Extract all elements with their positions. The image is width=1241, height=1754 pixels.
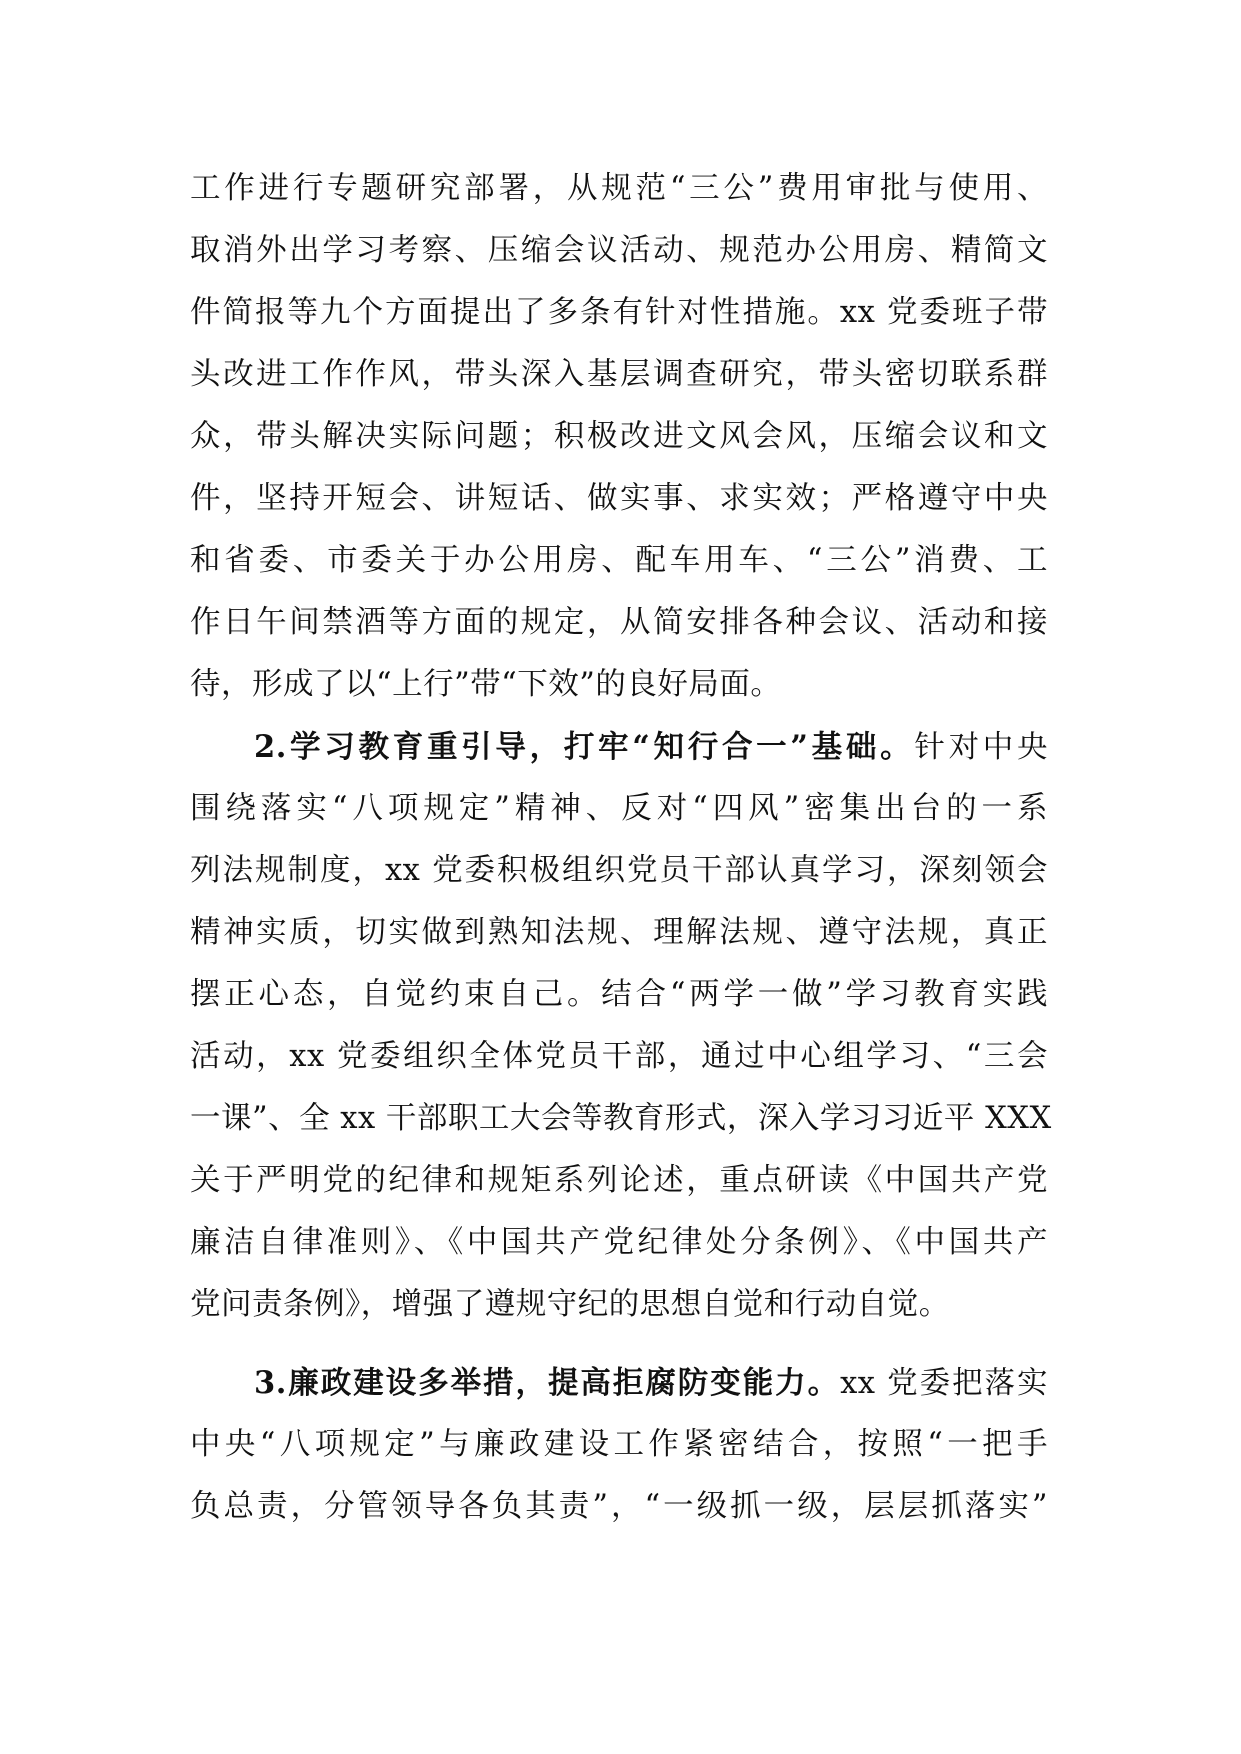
paragraph-line: 关于严明党的纪律和规矩系列论述，重点研读《中国共产党 (190, 1163, 1048, 1198)
paragraph-line: 围绕落实“八项规定”精神、反对“四风”密集出台的一系 (190, 791, 1048, 826)
paragraph-line: 党问责条例》，增强了遵规守纪的思想自觉和行动自觉。 (190, 1287, 950, 1322)
paragraph-text: xx 党委把落实 (840, 1366, 1048, 1401)
paragraph-line: 活动，xx 党委组织全体党员干部，通过中心组学习、“三会 (190, 1039, 1048, 1074)
section-heading-2: 2.学习教育重引导，打牢“知行合一”基础。 (254, 729, 915, 765)
paragraph-3 (190, 1352, 1048, 1538)
paragraph-line: 件，坚持开短会、讲短话、做实事、求实效；严格遵守中央 (190, 481, 1048, 516)
paragraph-first-line (190, 716, 1048, 778)
paragraph-line: 工作进行专题研究部署，从规范“三公”费用审批与使用、 (190, 171, 1048, 206)
paragraph-line: 摆正心态，自觉约束自己。结合“两学一做”学习教育实践 (190, 977, 1048, 1012)
paragraph-line: 作日午间禁酒等方面的规定，从简安排各种会议、活动和接 (190, 605, 1048, 640)
paragraph-line: 取消外出学习考察、压缩会议活动、规范办公用房、精简文 (190, 233, 1048, 268)
paragraph-line: 廉洁自律准则》、《中国共产党纪律处分条例》、《中国共产 (190, 1225, 1048, 1260)
paragraph-line: 列法规制度，xx 党委积极组织党员干部认真学习，深刻领会 (190, 853, 1048, 888)
paragraph-line: 负总责，分管领导各负其责”，“一级抓一级，层层抓落实” (190, 1489, 1048, 1524)
paragraph-line: 众，带头解决实际问题；积极改进文风会风，压缩会议和文 (190, 419, 1048, 454)
paragraph-line: 精神实质，切实做到熟知法规、理解法规、遵守法规，真正 (190, 915, 1048, 950)
section-heading-3: 3.廉政建设多举措，提高拒腐防变能力。 (254, 1365, 841, 1401)
paragraph-line: 头改进工作作风，带头深入基层调查研究，带头密切联系群 (190, 357, 1048, 392)
paragraph-2 (190, 716, 1052, 1336)
paragraph-line: 件简报等九个方面提出了多条有针对性措施。xx 党委班子带 (190, 295, 1048, 330)
paragraph-1 (190, 158, 1048, 716)
paragraph-line: 和省委、市委关于办公用房、配车用车、“三公”消费、工 (190, 543, 1048, 578)
paragraph-line: 中央“八项规定”与廉政建设工作紧密结合，按照“一把手 (190, 1427, 1048, 1462)
paragraph-line: 待，形成了以“上行”带“下效”的良好局面。 (190, 667, 782, 702)
paragraph-first-line (190, 1352, 1048, 1414)
paragraph-text: 针对中央 (914, 730, 1049, 765)
paragraph-line: 一课”、全 xx 干部职工大会等教育形式，深入学习习近平 XXX (190, 1101, 1052, 1136)
